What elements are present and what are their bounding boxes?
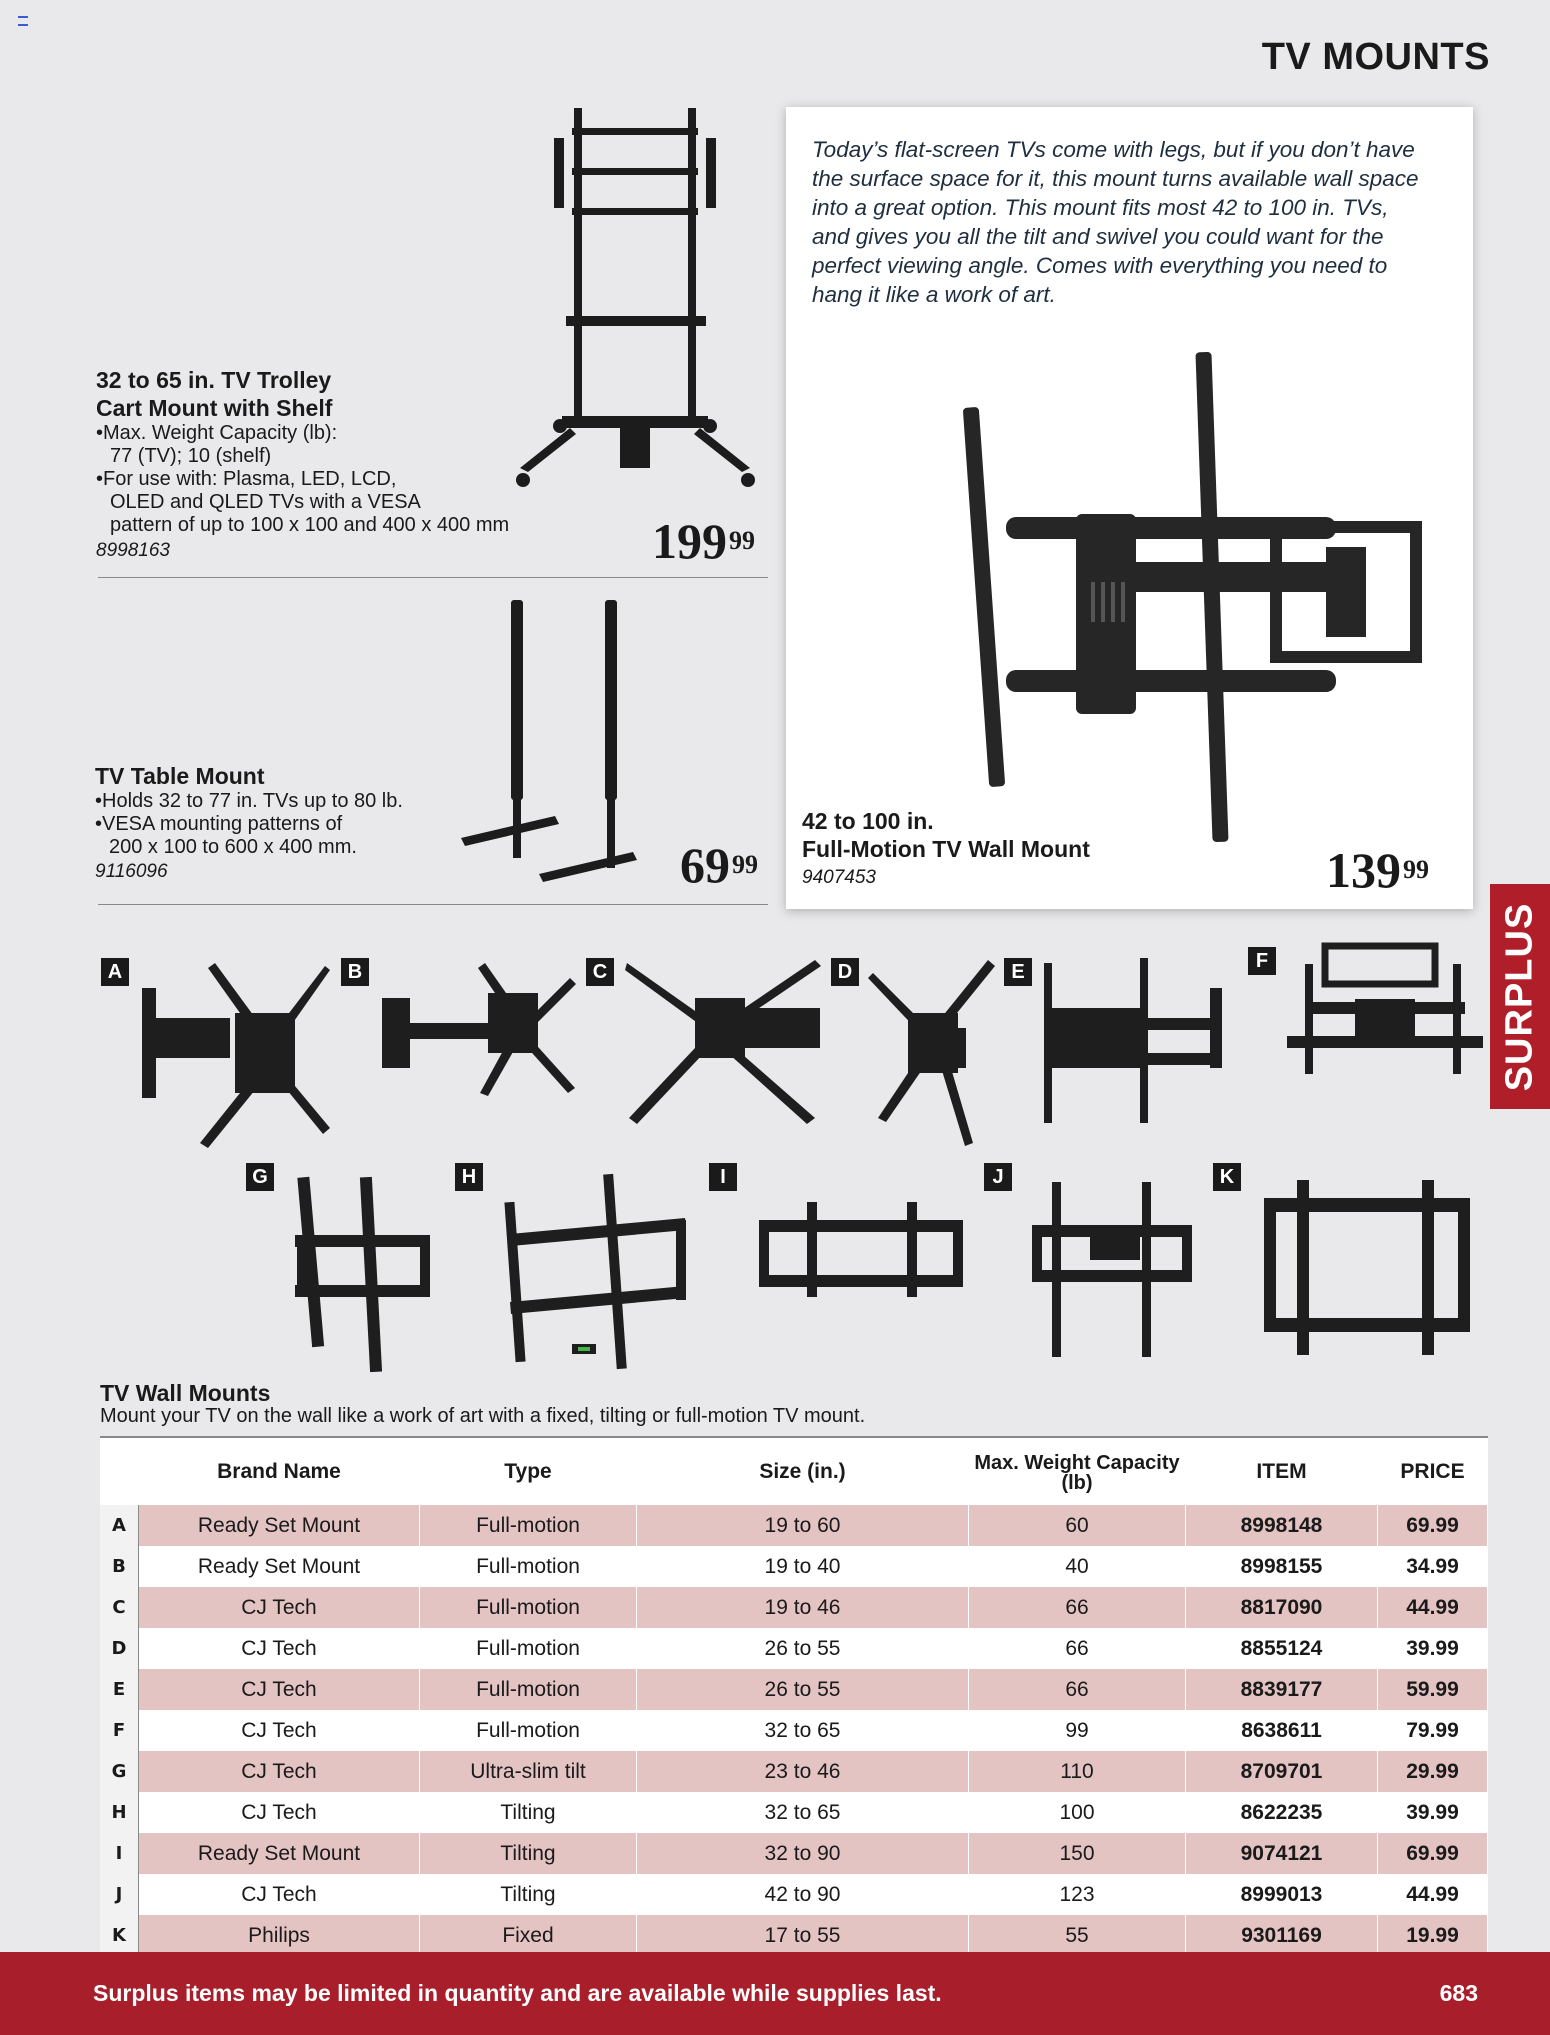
type-cell: Full-motion bbox=[420, 1546, 637, 1587]
weight-cell: 99 bbox=[969, 1710, 1186, 1751]
brand-cell: Ready Set Mount bbox=[139, 1505, 420, 1546]
brand-cell: CJ Tech bbox=[139, 1792, 420, 1833]
mount-g-image bbox=[295, 1175, 435, 1375]
weight-cell: 66 bbox=[969, 1669, 1186, 1710]
footer-note: Surplus items may be limited in quantity and are available while supplies last. bbox=[93, 1980, 942, 2006]
table-row bbox=[100, 1915, 1488, 1957]
feature-price: $139^{99}$ bbox=[1326, 842, 1429, 898]
mount-k-image bbox=[1262, 1178, 1472, 1368]
weight-cell: 123 bbox=[969, 1874, 1186, 1915]
type-cell: Tilting bbox=[420, 1792, 637, 1833]
footer-bar bbox=[0, 1952, 1550, 2035]
row-letter: D bbox=[100, 1628, 139, 1669]
item-cell: 8998148 bbox=[1186, 1505, 1378, 1546]
item-cell: 8817090 bbox=[1186, 1587, 1378, 1628]
brand-cell: CJ Tech bbox=[139, 1710, 420, 1751]
size-cell: 19 to 60 bbox=[637, 1505, 969, 1546]
trolley-sku: 8998163 bbox=[96, 540, 170, 561]
table-row bbox=[100, 1710, 1488, 1751]
price-cell: 44.99 bbox=[1378, 1587, 1488, 1628]
brand-cell: CJ Tech bbox=[139, 1628, 420, 1669]
weight-cell: 150 bbox=[969, 1833, 1186, 1874]
mount-d-image bbox=[868, 958, 998, 1148]
brand-cell: Ready Set Mount bbox=[139, 1546, 420, 1587]
type-cell: Ultra-slim tilt bbox=[420, 1751, 637, 1792]
row-letter: G bbox=[100, 1751, 139, 1792]
wall-mounts-table bbox=[100, 1436, 1488, 1958]
row-letter: J bbox=[100, 1874, 139, 1915]
size-cell: 17 to 55 bbox=[637, 1915, 969, 1957]
size-cell: 23 to 46 bbox=[637, 1751, 969, 1792]
table-row bbox=[100, 1628, 1488, 1669]
price-cell: 59.99 bbox=[1378, 1669, 1488, 1710]
surplus-side-tab: SURPLUS bbox=[1490, 884, 1550, 1109]
row-letter: I bbox=[100, 1833, 139, 1874]
type-cell: Full-motion bbox=[420, 1710, 637, 1751]
gallery-label-c: C bbox=[586, 958, 614, 986]
type-cell: Fixed bbox=[420, 1915, 637, 1957]
table-header-brand: Brand Name bbox=[139, 1437, 420, 1505]
table-header-size: Size (in.) bbox=[637, 1437, 969, 1505]
item-cell: 9301169 bbox=[1186, 1915, 1378, 1957]
gallery-label-e: E bbox=[1004, 958, 1032, 986]
size-cell: 42 to 90 bbox=[637, 1874, 969, 1915]
brand-cell: CJ Tech bbox=[139, 1669, 420, 1710]
table-row bbox=[100, 1751, 1488, 1792]
weight-cell: 66 bbox=[969, 1628, 1186, 1669]
corner-mark bbox=[18, 16, 28, 26]
table-header-weight: Max. Weight Capacity (lb) bbox=[969, 1437, 1186, 1505]
table-mount-bullets: •Holds 32 to 77 in. TVs up to 80 lb. •VESA mounting patterns of 200 x 100 to 600 x 400 mm. bbox=[95, 790, 403, 858]
page-number: 683 bbox=[1439, 1980, 1478, 2006]
price-cell: 29.99 bbox=[1378, 1751, 1488, 1792]
weight-cell: 40 bbox=[969, 1546, 1186, 1587]
size-cell: 26 to 55 bbox=[637, 1628, 969, 1669]
feature-sku: 9407453 bbox=[802, 867, 876, 888]
page-title: TV MOUNTS bbox=[1261, 36, 1490, 78]
row-letter: H bbox=[100, 1792, 139, 1833]
trolley-price: $199^{99}$ bbox=[652, 513, 755, 569]
gallery-label-i: I bbox=[709, 1163, 737, 1191]
item-cell: 8998155 bbox=[1186, 1546, 1378, 1587]
mount-e-image bbox=[1040, 958, 1240, 1128]
mount-b-image bbox=[380, 958, 580, 1098]
table-row bbox=[100, 1792, 1488, 1833]
trolley-name: 32 to 65 in. TV Trolley Cart Mount with Shelf bbox=[96, 367, 333, 421]
price-cell: 44.99 bbox=[1378, 1874, 1488, 1915]
table-row bbox=[100, 1669, 1488, 1710]
row-letter: F bbox=[100, 1710, 139, 1751]
trolley-bullets: •Max. Weight Capacity (lb): 77 (TV); 10 (shelf) •For use with: Plasma, LED, LCD, OLED and QLED TVs with a VESA pattern of up to 100 x 100 and 400 x 400 mm bbox=[96, 422, 510, 536]
table-mount-name: TV Table Mount bbox=[95, 763, 265, 789]
feature-description: Today’s flat-screen TVs come with legs, but if you don’t have the surface space for it, this mount turns available wall space into a great option. This mount fits most 42 to 100 in. TVs, and gives you all the tilt and swivel you could want for the perfect viewing angle. Comes with everything you need to hang it like a work of art. bbox=[812, 137, 1419, 307]
gallery-label-b: B bbox=[341, 958, 369, 986]
brand-cell: CJ Tech bbox=[139, 1751, 420, 1792]
size-cell: 32 to 90 bbox=[637, 1833, 969, 1874]
price-cell: 69.99 bbox=[1378, 1505, 1488, 1546]
item-cell: 8622235 bbox=[1186, 1792, 1378, 1833]
mount-f-image bbox=[1285, 944, 1485, 1079]
divider bbox=[98, 904, 768, 905]
gallery-label-j: J bbox=[984, 1163, 1012, 1191]
item-cell: 8709701 bbox=[1186, 1751, 1378, 1792]
brand-cell: CJ Tech bbox=[139, 1587, 420, 1628]
feature-name: 42 to 100 in. Full-Motion TV Wall Mount bbox=[802, 808, 1090, 862]
size-cell: 26 to 55 bbox=[637, 1669, 969, 1710]
table-row bbox=[100, 1587, 1488, 1628]
weight-cell: 55 bbox=[969, 1915, 1186, 1957]
price-cell: 39.99 bbox=[1378, 1792, 1488, 1833]
weight-cell: 60 bbox=[969, 1505, 1186, 1546]
table-header-row bbox=[100, 1437, 1488, 1505]
table-mount-sku: 9116096 bbox=[95, 861, 168, 882]
mount-c-image bbox=[625, 958, 825, 1128]
size-cell: 19 to 46 bbox=[637, 1587, 969, 1628]
weight-cell: 100 bbox=[969, 1792, 1186, 1833]
item-cell: 8638611 bbox=[1186, 1710, 1378, 1751]
gallery-label-a: A bbox=[101, 958, 129, 986]
type-cell: Full-motion bbox=[420, 1669, 637, 1710]
size-cell: 32 to 65 bbox=[637, 1710, 969, 1751]
type-cell: Tilting bbox=[420, 1874, 637, 1915]
gallery-label-f: F bbox=[1248, 947, 1276, 975]
row-letter: E bbox=[100, 1669, 139, 1710]
price-cell: 39.99 bbox=[1378, 1628, 1488, 1669]
table-row bbox=[100, 1874, 1488, 1915]
mount-a-image bbox=[140, 958, 330, 1148]
item-cell: 8999013 bbox=[1186, 1874, 1378, 1915]
weight-cell: 66 bbox=[969, 1587, 1186, 1628]
type-cell: Tilting bbox=[420, 1833, 637, 1874]
type-cell: Full-motion bbox=[420, 1505, 637, 1546]
brand-cell: Ready Set Mount bbox=[139, 1833, 420, 1874]
row-letter: K bbox=[100, 1915, 139, 1957]
table-mount-price: $69^{99}$ bbox=[680, 837, 758, 893]
weight-cell: 110 bbox=[969, 1751, 1186, 1792]
item-cell: 8855124 bbox=[1186, 1628, 1378, 1669]
size-cell: 32 to 65 bbox=[637, 1792, 969, 1833]
price-cell: 69.99 bbox=[1378, 1833, 1488, 1874]
size-cell: 19 to 40 bbox=[637, 1546, 969, 1587]
table-header-letter bbox=[100, 1437, 139, 1505]
table-header-type: Type bbox=[420, 1437, 637, 1505]
brand-cell: CJ Tech bbox=[139, 1874, 420, 1915]
divider bbox=[98, 577, 768, 578]
wall-mounts-title: TV Wall Mounts bbox=[100, 1380, 271, 1406]
mount-j-image bbox=[1030, 1180, 1195, 1360]
table-header-item: ITEM bbox=[1186, 1437, 1378, 1505]
gallery-label-g: G bbox=[246, 1163, 274, 1191]
full-motion-mount-image bbox=[976, 352, 1436, 852]
item-cell: 8839177 bbox=[1186, 1669, 1378, 1710]
item-cell: 9074121 bbox=[1186, 1833, 1378, 1874]
row-letter: C bbox=[100, 1587, 139, 1628]
table-row bbox=[100, 1546, 1488, 1587]
brand-cell: Philips bbox=[139, 1915, 420, 1957]
mount-i-image bbox=[757, 1200, 965, 1300]
mount-h-image bbox=[500, 1172, 690, 1372]
price-cell: 19.99 bbox=[1378, 1915, 1488, 1957]
featured-product-card bbox=[786, 107, 1473, 909]
row-letter: B bbox=[100, 1546, 139, 1587]
price-cell: 79.99 bbox=[1378, 1710, 1488, 1751]
table-row bbox=[100, 1505, 1488, 1546]
gallery-label-k: K bbox=[1213, 1163, 1241, 1191]
row-letter: A bbox=[100, 1505, 139, 1546]
table-row bbox=[100, 1833, 1488, 1874]
wall-mounts-subtitle: Mount your TV on the wall like a work of art with a fixed, tilting or full-motion TV mount. bbox=[100, 1405, 866, 1427]
type-cell: Full-motion bbox=[420, 1628, 637, 1669]
table-header-price: PRICE bbox=[1378, 1437, 1488, 1505]
price-cell: 34.99 bbox=[1378, 1546, 1488, 1587]
gallery-label-h: H bbox=[455, 1163, 483, 1191]
gallery-label-d: D bbox=[831, 958, 859, 986]
type-cell: Full-motion bbox=[420, 1587, 637, 1628]
